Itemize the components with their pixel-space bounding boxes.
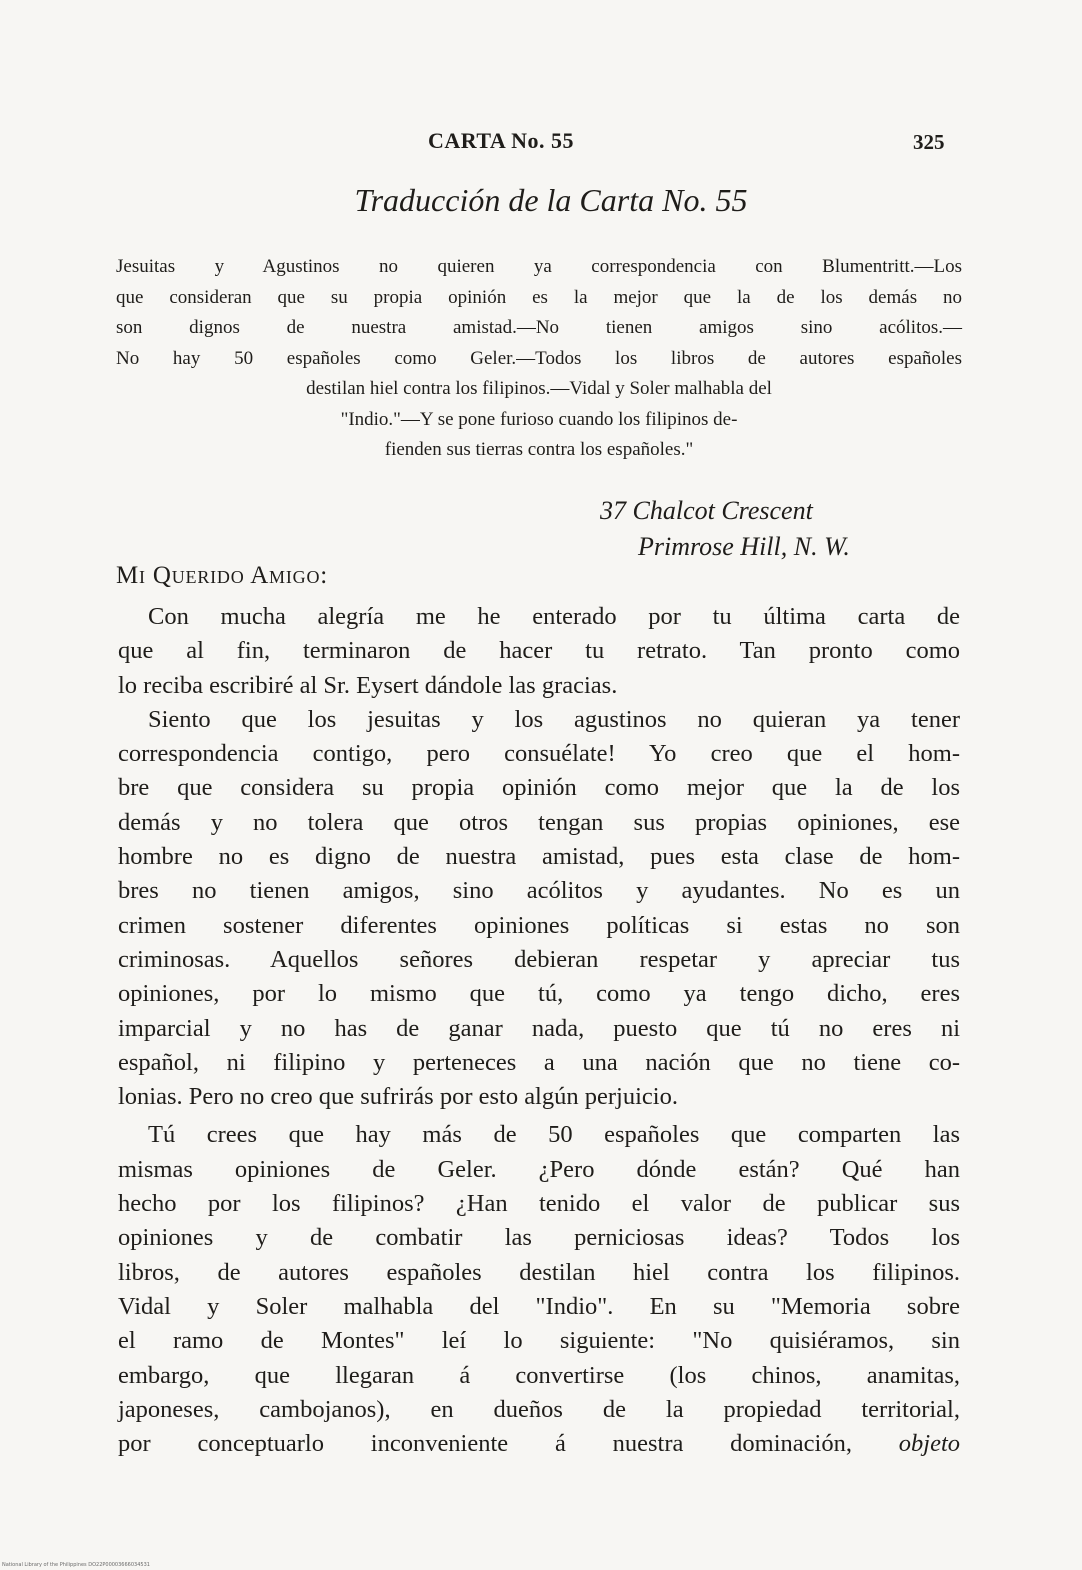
body-line: correspondencia contigo, pero consuélate! Yo creo que el hom- xyxy=(118,740,960,768)
summary-line: "Indio."—Y se pone furioso cuando los filipinos de- xyxy=(340,408,738,430)
letter-body xyxy=(118,600,960,1461)
summary-line: Jesuitas y Agustinos no quieren ya correspondencia con Blumentritt.—Los xyxy=(116,256,962,277)
summary-line: No hay 50 españoles como Geler.—Todos los libros de autores españoles xyxy=(116,347,962,369)
body-line-final-italic: objeto xyxy=(898,1430,961,1458)
document-title: Traducción de la Carta No. 55 xyxy=(354,182,748,218)
paragraph xyxy=(118,703,960,1115)
body-line: crimen sostener diferentes opiniones políticas si estas no son xyxy=(118,911,960,939)
body-line: criminosas. Aquellos señores debieran respetar y apreciar tus xyxy=(118,945,960,973)
paragraph xyxy=(118,1118,960,1461)
body-line: mismas opiniones de Geler. ¿Pero dónde están? Qué han xyxy=(118,1155,960,1183)
body-line: que al fin, terminaron de hacer tu retrato. Tan pronto como xyxy=(118,637,960,665)
archive-footer-note: National Library of the Philippines DO22P00003666034531 xyxy=(2,1562,150,1568)
body-line: opiniones y de combatir las perniciosas ideas? Todos los xyxy=(118,1224,960,1252)
body-line: hecho por los filipinos? ¿Han tenido el valor de publicar sus xyxy=(118,1190,960,1218)
body-line: hombre no es digno de nuestra amistad, pues esta clase de hom- xyxy=(118,843,960,871)
body-line: Con mucha alegría me he enterado por tu última carta de xyxy=(148,603,960,630)
body-line-final-text: por conceptuarlo inconveniente á nuestra dominación, xyxy=(118,1430,852,1458)
summary-line: son dignos de nuestra amistad.—No tienen amigos sino acólitos.— xyxy=(116,317,962,338)
body-line: el ramo de Montes" leí lo siguiente: "No quisiéramos, sin xyxy=(118,1327,960,1355)
body-line: imparcial y no has de ganar nada, puesto que tú no eres ni xyxy=(118,1014,960,1042)
salutation: Mi Querido Amigo: xyxy=(116,562,328,589)
summary-line: fienden sus tierras contra los españoles." xyxy=(384,439,694,460)
sender-address xyxy=(600,493,850,565)
body-line: japoneses, cambojanos), en dueños de la propiedad territorial, xyxy=(118,1395,960,1423)
body-line: Tú crees que hay más de 50 españoles que comparten las xyxy=(148,1121,960,1149)
running-header-title: CARTA No. 55 xyxy=(428,128,574,153)
summary-line: que consideran que su propia opinión es la mejor que la de los demás no xyxy=(116,286,962,308)
body-line: lonias. Pero no creo que sufrirás por esto algún perjuicio. xyxy=(118,1083,678,1111)
body-line: libros, de autores españoles destilan hiel contra los filipinos. xyxy=(118,1258,960,1286)
body-line: español, ni filipino y perteneces a una nación que no tiene co- xyxy=(118,1048,960,1076)
body-line: opiniones, por lo mismo que tú, como ya tengo dicho, eres xyxy=(118,980,960,1008)
address-line-2: Primrose Hill, N. W. xyxy=(638,532,850,561)
body-line: demás y no tolera que otros tengan sus propias opiniones, ese xyxy=(118,808,960,836)
body-line: Siento que los jesuitas y los agustinos no quieran ya tener xyxy=(148,705,960,733)
body-line: bres no tienen amigos, sino acólitos y ayudantes. No es un xyxy=(118,877,960,905)
body-line: embargo, que llegaran á convertirse (los chinos, anamitas, xyxy=(118,1361,960,1389)
page-number: 325 xyxy=(913,130,945,154)
body-line: lo reciba escribiré al Sr. Eysert dándole las gracias. xyxy=(118,671,618,699)
address-line-1: 37 Chalcot Crescent xyxy=(600,496,813,525)
paragraph xyxy=(118,600,960,703)
body-line: Vidal y Soler malhabla del "Indio". En su "Memoria sobre xyxy=(118,1292,960,1320)
letter-summary xyxy=(116,252,962,466)
body-line-final xyxy=(118,1427,960,1461)
summary-line: destilan hiel contra los filipinos.—Vidal y Soler malhabla del xyxy=(306,378,772,399)
body-line: bre que considera su propia opinión como mejor que la de los xyxy=(118,774,960,802)
